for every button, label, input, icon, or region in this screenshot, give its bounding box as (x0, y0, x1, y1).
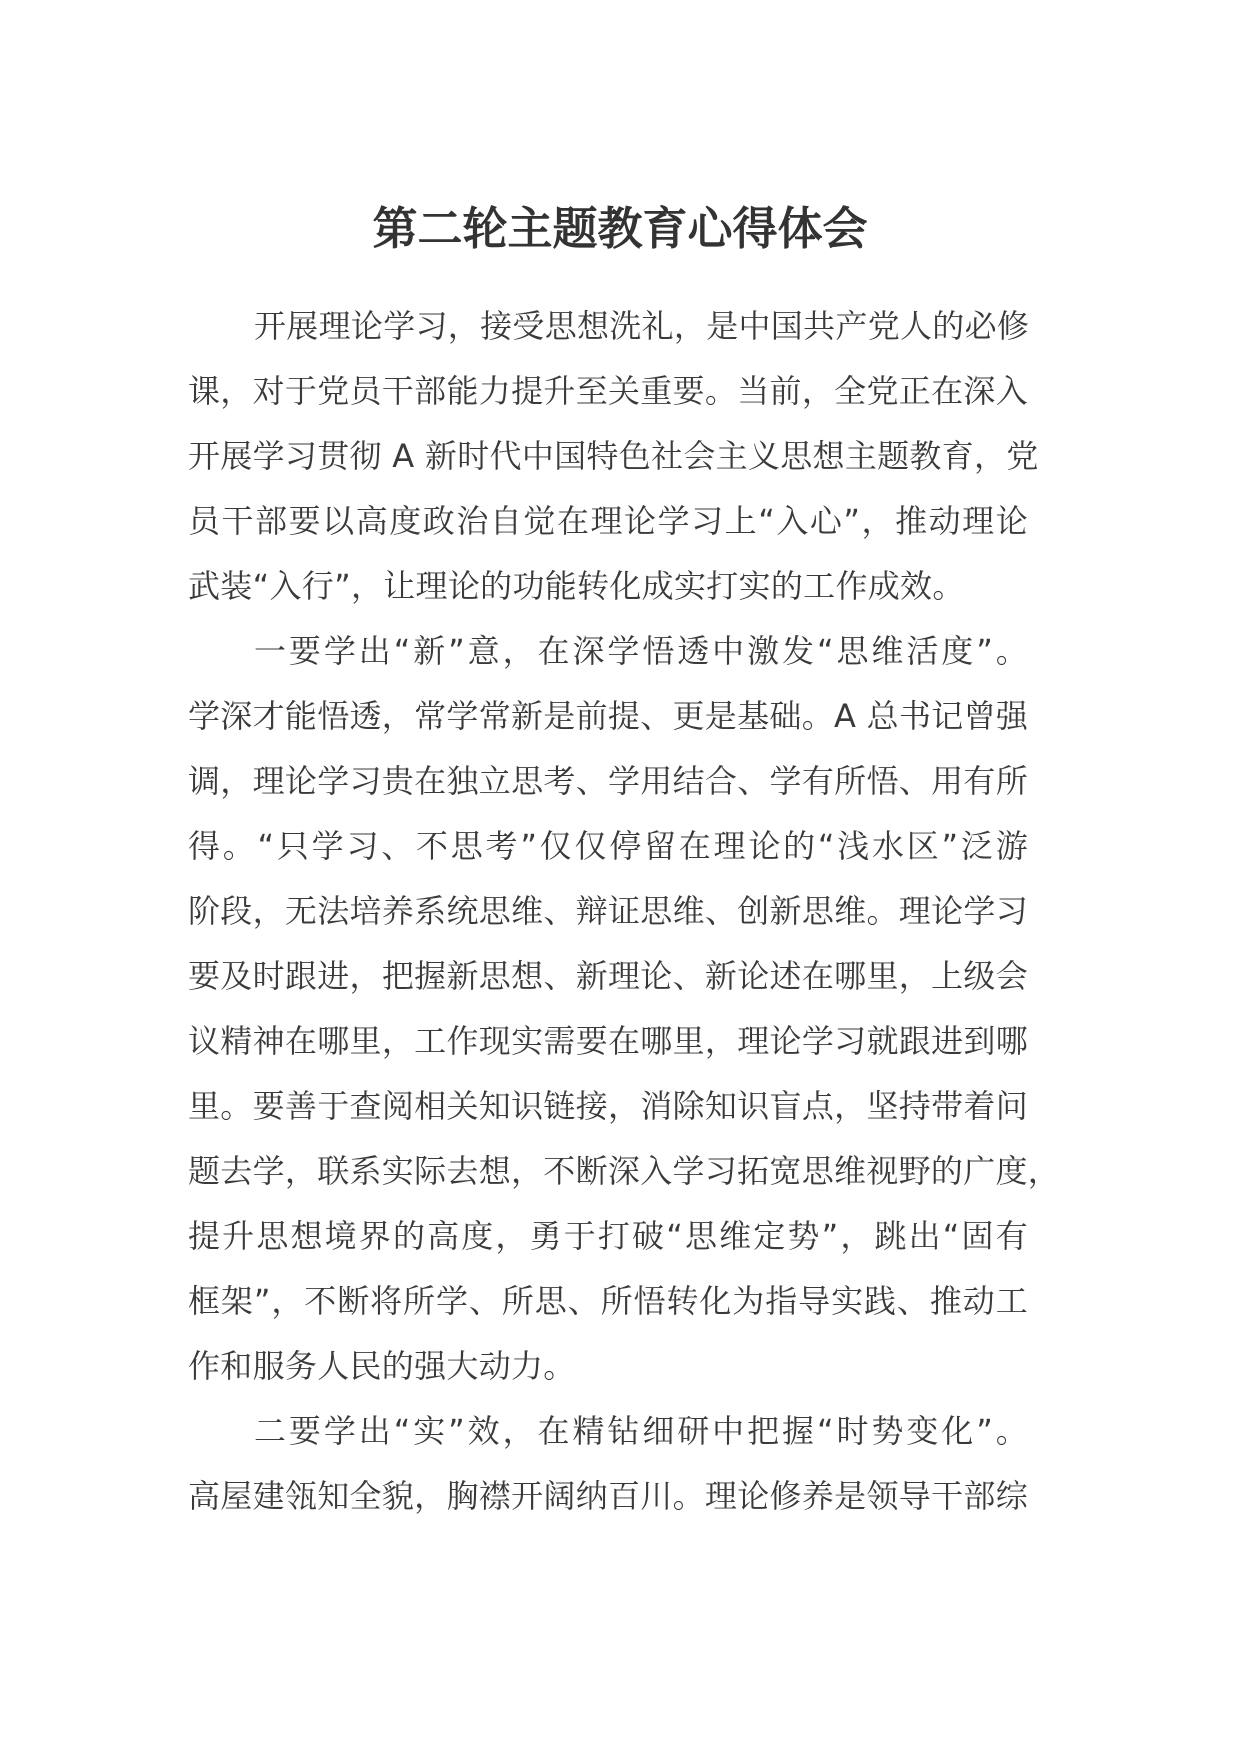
paragraph-line: 调，理论学习贵在独立思考、学用结合、学有所悟、用有所 (188, 762, 1028, 800)
document-body (188, 294, 1061, 1529)
paragraph-line: 开展理论学习，接受思想洗礼，是中国共产党人的必修 (254, 307, 1030, 345)
paragraph-heading-line: 二要学出“实”效，在精钻细研中把握“时势变化”。 (254, 1412, 1028, 1450)
paragraph-line: 课，对于党员干部能力提升至关重要。当前，全党正在深入 (188, 372, 1028, 410)
paragraph-line: 学深才能悟透，常学常新是前提、更是基础。A 总书记曾强 (188, 697, 1029, 735)
paragraph-line: 框架”，不断将所学、所思、所悟转化为指导实践、推动工 (188, 1282, 1028, 1320)
paragraph-heading-line: 一要学出“新”意，在深学悟透中激发“思维活度”。 (254, 632, 1028, 670)
paragraph-line: 议精神在哪里，工作现实需要在哪里，理论学习就跟进到哪 (188, 1022, 1028, 1060)
document-title: 第二轮主题教育心得体会 (372, 202, 868, 255)
paragraph-line: 开展学习贯彻 A 新时代中国特色社会主义思想主题教育，党 (188, 437, 1039, 475)
paragraph-line: 员干部要以高度政治自觉在理论学习上“入心”，推动理论 (188, 502, 1028, 540)
paragraph-line: 里。要善于查阅相关知识链接，消除知识盲点，坚持带着问 (188, 1087, 1028, 1125)
paragraph-line: 武装“入行”，让理论的功能转化成实打实的工作成效。 (188, 567, 965, 605)
paragraph-2 (188, 619, 1061, 1399)
paragraph-1 (188, 294, 1039, 619)
paragraph-line: 阶段，无法培养系统思维、辩证思维、创新思维。理论学习 (188, 892, 1028, 930)
paragraph-line: 要及时跟进，把握新思想、新理论、新论述在哪里，上级会 (188, 957, 1028, 995)
paragraph-line: 得。“只学习、不思考”仅仅停留在理论的“浅水区”泛游 (188, 827, 1028, 865)
paragraph-3 (188, 1399, 1028, 1529)
paragraph-line: 高屋建瓴知全貌，胸襟开阔纳百川。理论修养是领导干部综 (188, 1477, 1028, 1515)
paragraph-line: 提升思想境界的高度，勇于打破“思维定势”，跳出“固有 (188, 1217, 1028, 1255)
paragraph-line: 作和服务人民的强大动力。 (188, 1347, 576, 1385)
paragraph-line: 题去学，联系实际去想，不断深入学习拓宽思维视野的广度， (188, 1152, 1061, 1190)
